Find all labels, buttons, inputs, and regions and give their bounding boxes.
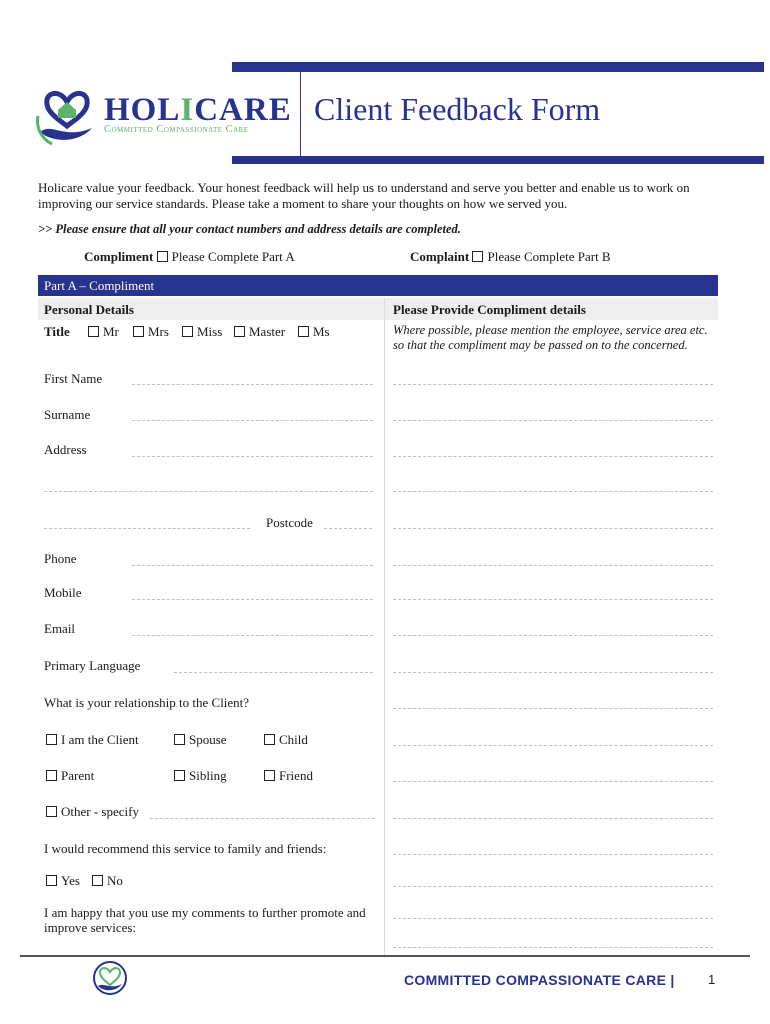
- mrs-checkbox[interactable]: [133, 326, 144, 337]
- email-field[interactable]: [132, 635, 373, 636]
- first-name-field[interactable]: [132, 384, 373, 385]
- ms-checkbox[interactable]: [298, 326, 309, 337]
- compliment-line-9[interactable]: [393, 672, 713, 673]
- relationship-client[interactable]: [46, 732, 139, 748]
- compliment-line-13[interactable]: [393, 818, 713, 819]
- phone-label: Phone: [44, 551, 77, 566]
- compliment-details-heading: Please Provide Compliment details: [393, 302, 586, 317]
- compliment-choice[interactable]: [84, 249, 295, 265]
- friend-label: Friend: [279, 768, 313, 783]
- compliment-line-16[interactable]: [393, 918, 713, 919]
- yes-label: Yes: [61, 873, 80, 888]
- relationship-child[interactable]: [264, 732, 308, 748]
- miss-checkbox[interactable]: [182, 326, 193, 337]
- compliment-line-4[interactable]: [393, 491, 713, 492]
- complaint-checkbox[interactable]: [472, 251, 483, 262]
- spouse-label: Spouse: [189, 732, 227, 747]
- master-checkbox[interactable]: [234, 326, 245, 337]
- footer-tagline: COMMITTED COMPASSIONATE CARE |: [404, 972, 675, 988]
- compliment-line-15[interactable]: [393, 886, 713, 887]
- child-checkbox[interactable]: [264, 734, 275, 745]
- intro-paragraph: Holicare value your feedback. Your honest feedback will help us to understand and serve you better and enable us to work on improving our service standards. Please take a moment to share your thoughts on how we served you.: [38, 180, 690, 211]
- page-number: 1: [708, 972, 716, 987]
- child-label: Child: [279, 732, 308, 747]
- parent-checkbox[interactable]: [46, 770, 57, 781]
- sibling-label: Sibling: [189, 768, 227, 783]
- compliment-line-10[interactable]: [393, 708, 713, 709]
- spouse-checkbox[interactable]: [174, 734, 185, 745]
- compliment-line-11[interactable]: [393, 745, 713, 746]
- section-subheader: [38, 298, 718, 320]
- personal-details-heading: Personal Details: [44, 302, 134, 317]
- compliment-instruction: Please Complete Part A: [171, 249, 295, 264]
- logo-tagline: Committed Compassionate Care: [104, 124, 249, 135]
- relationship-parent[interactable]: [46, 768, 94, 784]
- title-label: Title: [44, 324, 70, 339]
- relationship-spouse[interactable]: [174, 732, 227, 748]
- mrs-label: Mrs: [148, 324, 169, 339]
- compliment-line-2[interactable]: [393, 420, 713, 421]
- title-option-miss[interactable]: [182, 324, 222, 340]
- title-option-mrs[interactable]: [133, 324, 169, 340]
- page-title: Client Feedback Form: [314, 91, 601, 127]
- title-option-ms[interactable]: [298, 324, 330, 340]
- no-checkbox[interactable]: [92, 875, 103, 886]
- column-divider: [384, 298, 385, 958]
- other-specify-field[interactable]: [150, 818, 375, 819]
- compliment-line-12[interactable]: [393, 781, 713, 782]
- master-label: Master: [249, 324, 286, 339]
- footer-divider: [20, 955, 750, 957]
- mobile-label: Mobile: [44, 585, 82, 600]
- surname-field[interactable]: [132, 420, 373, 421]
- surname-label: Surname: [44, 407, 91, 422]
- mr-checkbox[interactable]: [88, 326, 99, 337]
- relationship-question: What is your relationship to the Client?: [44, 695, 250, 710]
- address-field-3[interactable]: [44, 528, 250, 529]
- compliment-note: Where possible, please mention the employee, service area etc. so that the compliment may be passed on to the concerned.: [393, 323, 708, 352]
- compliment-line-6[interactable]: [393, 565, 713, 566]
- complaint-choice[interactable]: [410, 249, 611, 265]
- logo-wordmark: HOLICARE: [104, 92, 292, 128]
- compliment-line-7[interactable]: [393, 599, 713, 600]
- recommend-no[interactable]: [92, 873, 123, 889]
- phone-field[interactable]: [132, 565, 373, 566]
- compliment-line-14[interactable]: [393, 854, 713, 855]
- postcode-label: Postcode: [266, 515, 313, 530]
- address-field-1[interactable]: [132, 456, 373, 457]
- compliment-label: Compliment: [84, 249, 154, 264]
- sibling-checkbox[interactable]: [174, 770, 185, 781]
- complaint-instruction: Please Complete Part B: [487, 249, 611, 264]
- recommend-question: I would recommend this service to family and friends:: [44, 841, 327, 856]
- holicare-logo-icon: [34, 82, 100, 146]
- footer-logo-icon: [90, 960, 130, 996]
- first-name-label: First Name: [44, 371, 103, 386]
- address-field-2[interactable]: [44, 491, 373, 492]
- relationship-other[interactable]: [46, 804, 139, 820]
- relationship-friend[interactable]: [264, 768, 313, 784]
- compliment-line-3[interactable]: [393, 456, 713, 457]
- client-label: I am the Client: [61, 732, 139, 747]
- contact-notice: >> Please ensure that all your contact numbers and address details are completed.: [38, 222, 461, 236]
- miss-label: Miss: [197, 324, 223, 339]
- compliment-line-8[interactable]: [393, 635, 713, 636]
- compliment-line-5[interactable]: [393, 528, 713, 529]
- friend-checkbox[interactable]: [264, 770, 275, 781]
- compliment-line-17[interactable]: [393, 947, 713, 948]
- recommend-yes[interactable]: [46, 873, 80, 889]
- primary-language-label: Primary Language: [44, 658, 141, 673]
- title-option-master[interactable]: [234, 324, 285, 340]
- email-label: Email: [44, 621, 76, 636]
- part-a-heading: Part A – Compliment: [38, 275, 718, 296]
- no-label: No: [107, 873, 123, 888]
- primary-language-field[interactable]: [174, 672, 373, 673]
- client-checkbox[interactable]: [46, 734, 57, 745]
- mr-label: Mr: [103, 324, 119, 339]
- compliment-line-1[interactable]: [393, 384, 713, 385]
- other-checkbox[interactable]: [46, 806, 57, 817]
- title-option-mr[interactable]: [88, 324, 119, 340]
- postcode-field[interactable]: [324, 528, 372, 529]
- parent-label: Parent: [61, 768, 95, 783]
- relationship-sibling[interactable]: [174, 768, 227, 784]
- ms-label: Ms: [313, 324, 330, 339]
- compliment-checkbox[interactable]: [157, 251, 168, 262]
- complaint-label: Complaint: [410, 249, 470, 264]
- comments-consent: I am happy that you use my comments to further promote and improve services:: [44, 905, 366, 935]
- mobile-field[interactable]: [132, 599, 373, 600]
- other-label: Other - specify: [61, 804, 139, 819]
- address-label: Address: [44, 442, 87, 457]
- yes-checkbox[interactable]: [46, 875, 57, 886]
